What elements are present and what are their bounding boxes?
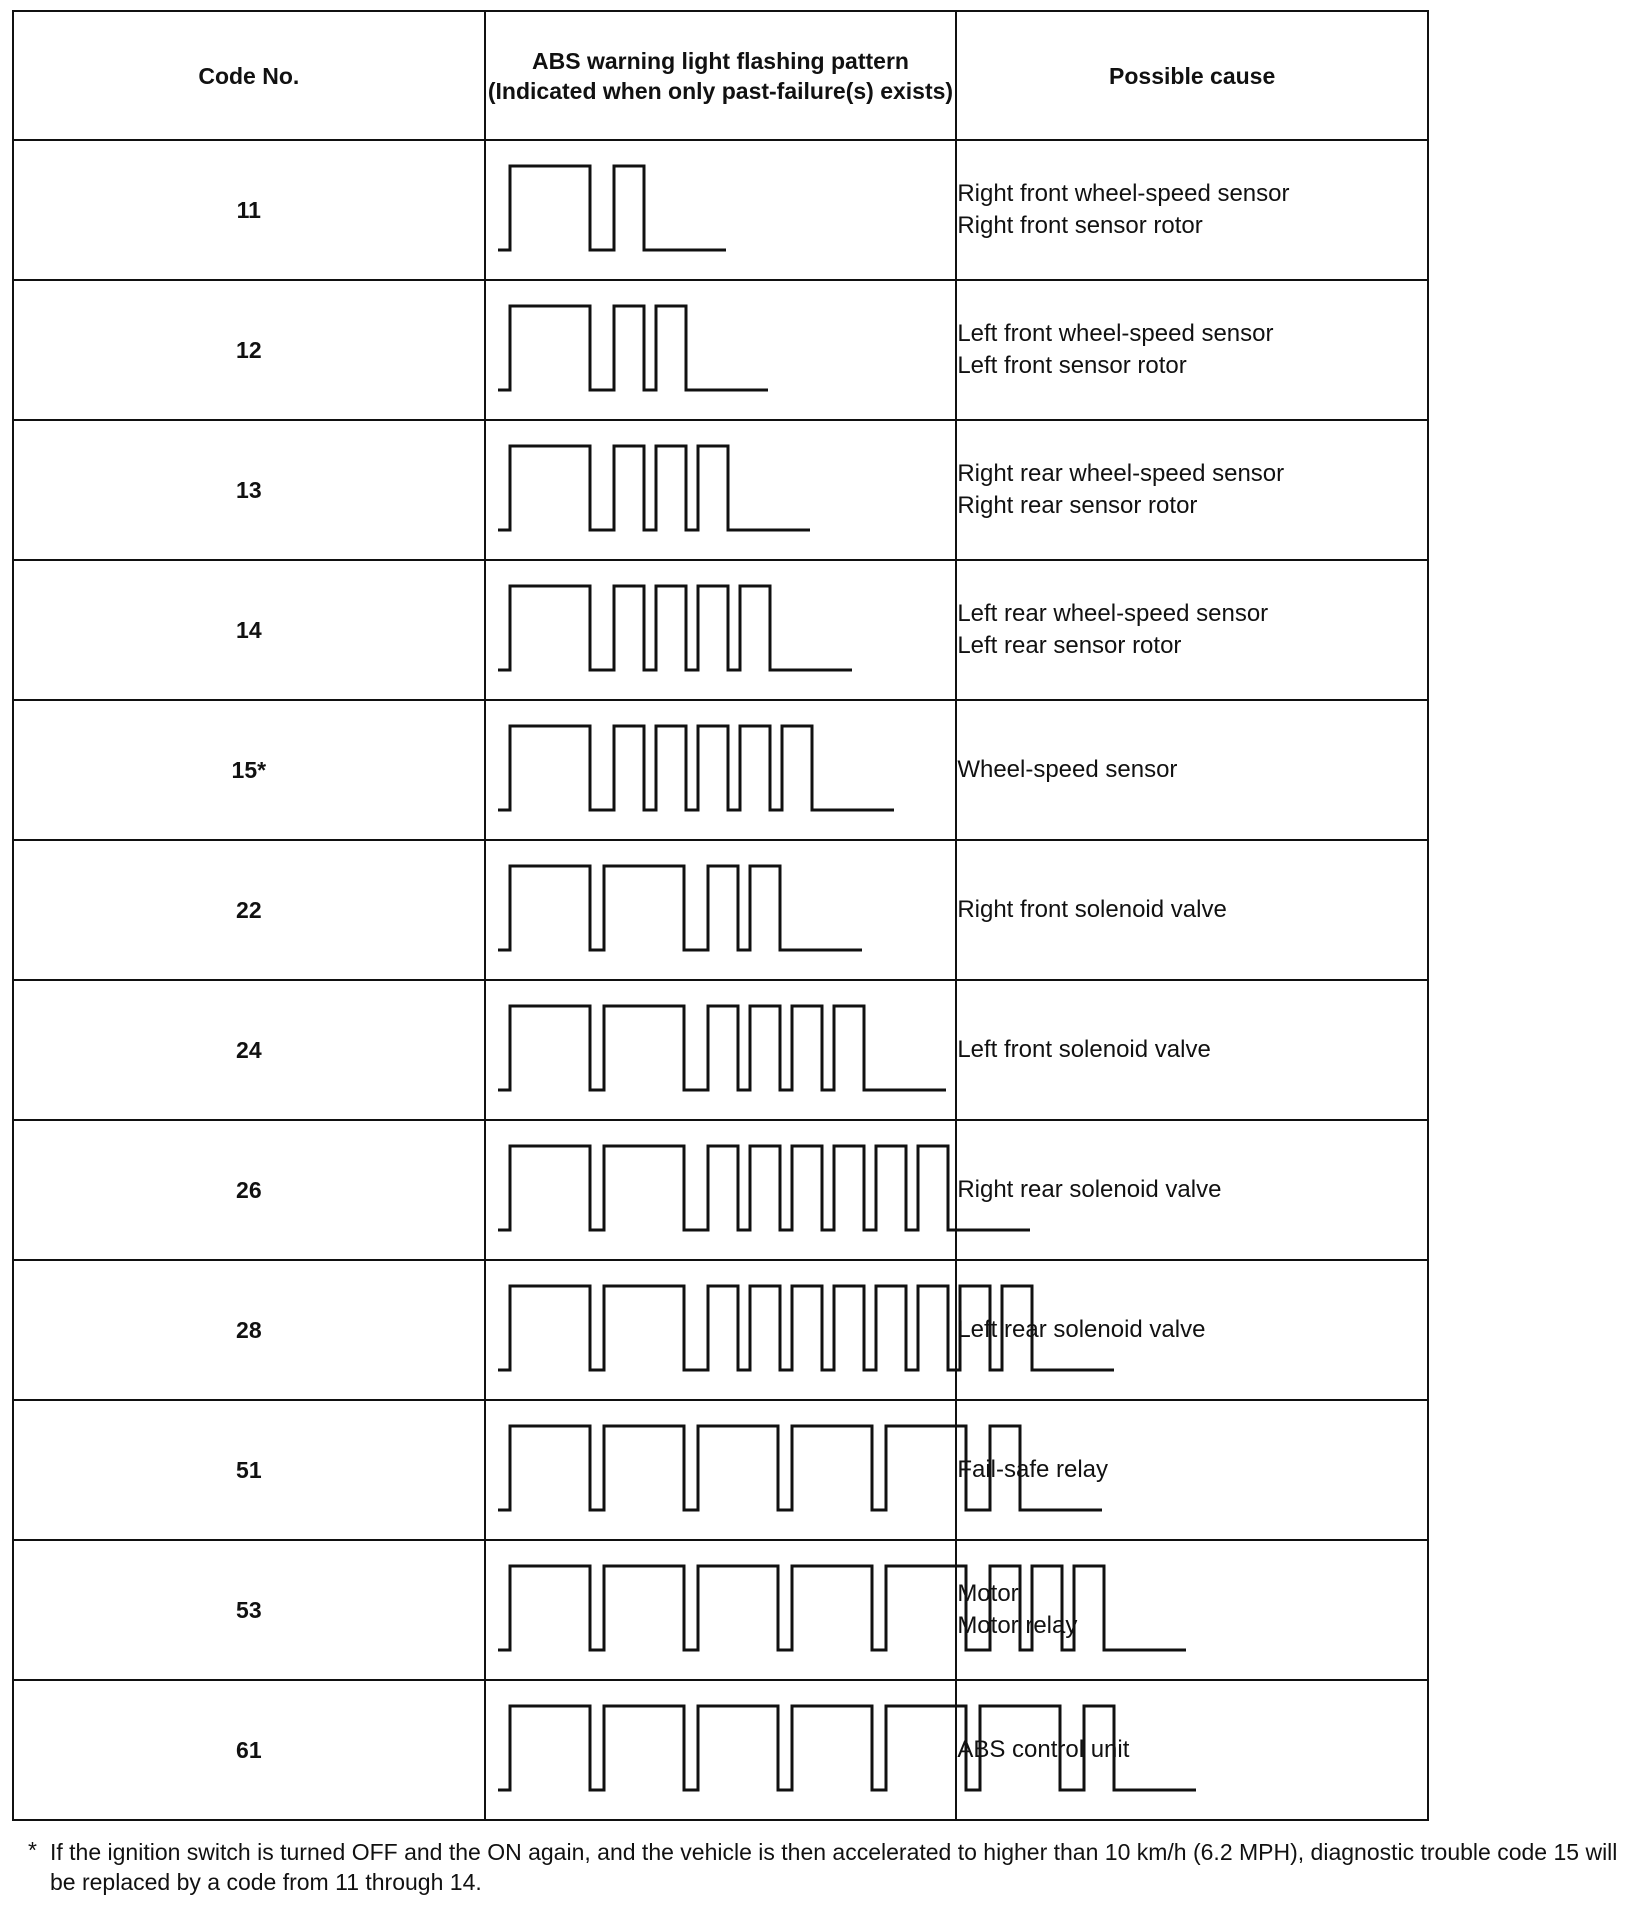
cause-line: ABS control unit — [957, 1736, 1130, 1763]
code-number: 53 — [13, 1540, 485, 1680]
table-row — [13, 840, 1428, 980]
flash-pattern-diagram — [486, 1682, 1281, 1818]
cause-line: Left rear solenoid valve — [957, 1316, 1206, 1343]
table-header-row — [13, 11, 1428, 140]
flash-pattern-cell — [485, 700, 957, 840]
flash-pattern-cell — [485, 1260, 957, 1400]
cause-line: Wheel-speed sensor — [957, 756, 1178, 783]
cause-line: Right front sensor rotor — [957, 212, 1203, 239]
flash-waveform — [498, 166, 726, 250]
cause-line: Left rear sensor rotor — [957, 632, 1182, 659]
flash-pattern-cell — [485, 840, 957, 980]
flash-pattern-cell — [485, 140, 957, 280]
flash-pattern-cell — [485, 420, 957, 560]
flash-pattern-diagram — [486, 1122, 1281, 1258]
cause-line: Right front wheel-speed sensor — [957, 180, 1290, 207]
header-pattern-line1: ABS warning light flashing pattern — [532, 47, 909, 74]
flash-pattern-diagram — [486, 562, 1281, 698]
code-number: 13 — [13, 420, 485, 560]
code-number: 28 — [13, 1260, 485, 1400]
header-code: Code No. — [13, 11, 485, 140]
table-row — [13, 1400, 1428, 1540]
table-row — [13, 560, 1428, 700]
flash-pattern-diagram — [486, 1542, 1281, 1678]
cause-line: Right front solenoid valve — [957, 896, 1227, 923]
code-number: 61 — [13, 1680, 485, 1820]
flash-waveform — [498, 1426, 1102, 1510]
table-body — [13, 140, 1428, 1820]
table-row — [13, 1680, 1428, 1820]
cause-line: Left front wheel-speed sensor — [957, 320, 1274, 347]
flash-pattern-diagram — [486, 1262, 1281, 1398]
code-number: 15* — [13, 700, 485, 840]
table-row — [13, 140, 1428, 280]
footnote-text: If the ignition switch is turned OFF and the ON again, and the vehicle is then accelerated to higher than 10 km/h (6.2 MPH), diagnostic trouble code 15 will be replaced by a code from 11 through 14. — [50, 1839, 1618, 1895]
flash-pattern-cell — [485, 1680, 957, 1820]
table-row — [13, 1260, 1428, 1400]
table-row — [13, 280, 1428, 420]
code-number: 14 — [13, 560, 485, 700]
flash-pattern-diagram — [486, 142, 1281, 278]
table-row — [13, 1120, 1428, 1260]
footnote — [28, 1837, 1618, 1897]
table-row — [13, 420, 1428, 560]
cause-line: Motor relay — [957, 1612, 1078, 1639]
cause-line: Right rear sensor rotor — [957, 492, 1198, 519]
table-row — [13, 980, 1428, 1120]
cause-line: Left front sensor rotor — [957, 352, 1187, 379]
flash-waveform — [498, 586, 852, 670]
flash-pattern-cell — [485, 280, 957, 420]
flash-waveform — [498, 726, 894, 810]
code-number: 12 — [13, 280, 485, 420]
flash-pattern-diagram — [486, 702, 1281, 838]
code-number: 22 — [13, 840, 485, 980]
flash-pattern-diagram — [486, 422, 1281, 558]
cause-line: Right rear wheel-speed sensor — [957, 460, 1285, 487]
code-number: 26 — [13, 1120, 485, 1260]
flash-pattern-diagram — [486, 282, 1281, 418]
table-row — [13, 700, 1428, 840]
code-number: 24 — [13, 980, 485, 1120]
flash-pattern-diagram — [486, 1402, 1281, 1538]
code-number: 51 — [13, 1400, 485, 1540]
flash-pattern-diagram — [486, 982, 1281, 1118]
header-pattern-line2: (Indicated when only past-failure(s) exists) — [487, 77, 954, 104]
flash-pattern-cell — [485, 560, 957, 700]
flash-pattern-diagram — [486, 842, 1281, 978]
flash-waveform — [498, 306, 768, 390]
diagnostic-code-table — [12, 10, 1429, 1821]
flash-pattern-cell — [485, 1120, 957, 1260]
flash-waveform — [498, 446, 810, 530]
flash-waveform — [498, 1286, 1114, 1370]
flash-waveform — [498, 1146, 1030, 1230]
flash-waveform — [498, 866, 862, 950]
cause-line: Right rear solenoid valve — [957, 1176, 1222, 1203]
flash-waveform — [498, 1006, 946, 1090]
flash-pattern-cell — [485, 1400, 957, 1540]
cause-line: Left front solenoid valve — [957, 1036, 1211, 1063]
flash-waveform — [498, 1706, 1196, 1790]
footnote-mark: * — [28, 1837, 37, 1863]
cause-line: Fail-safe relay — [957, 1456, 1109, 1483]
cause-line: Left rear wheel-speed sensor — [957, 600, 1269, 627]
flash-waveform — [498, 1566, 1186, 1650]
flash-pattern-cell — [485, 980, 957, 1120]
header-cause: Possible cause — [956, 11, 1428, 140]
cause-line: Motor — [957, 1580, 1019, 1607]
flash-pattern-cell — [485, 1540, 957, 1680]
header-pattern — [485, 11, 957, 140]
code-number: 11 — [13, 140, 485, 280]
table-row — [13, 1540, 1428, 1680]
